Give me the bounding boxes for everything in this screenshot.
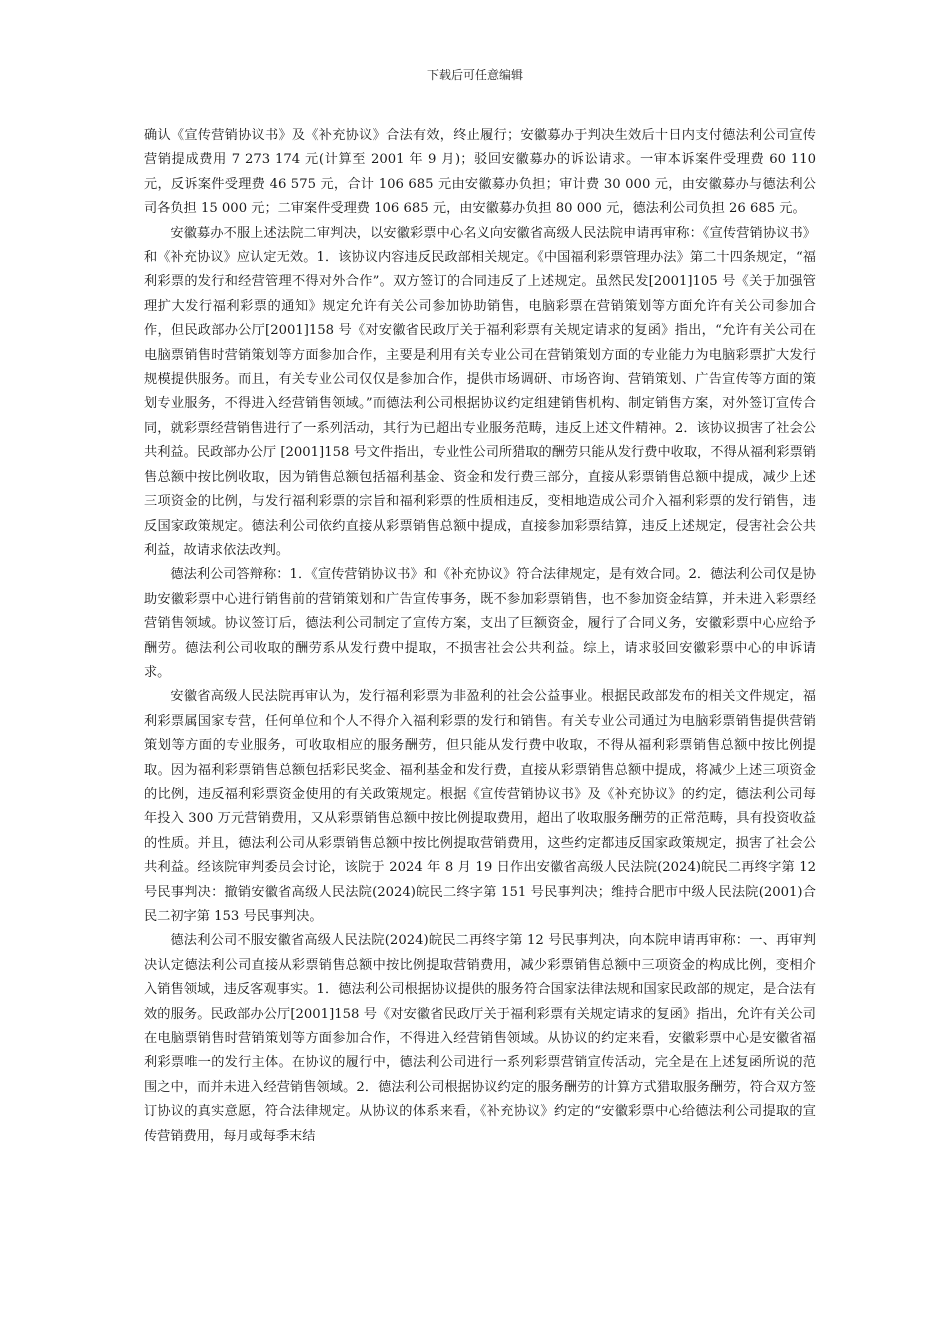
paragraph-1: 确认《宣传营销协议书》及《补充协议》合法有效，终止履行；安徽募办于判决生效后十日内支付德法利公司宣传营销提成费用 7 273 174 元(计算至 2001 年 9 月)；驳回安徽募办的诉讼请求。一审本诉案件受理费 60 110 元，反诉案件受理费 46 575 元，合计 106 685 元由安徽募办负担；审计费 30 000 元，由安徽募办与德法利公司各负担 15 000 元；二审案件受理费 106 685 元，由安徽募办负担 80 000 元，德法利公司负担 26 685 元。 [144, 128, 816, 217]
page-header: 下载后可任意编辑 [426, 68, 523, 82]
paragraph-2: 安徽募办不服上述法院二审判决，以安徽彩票中心名义向安徽省高级人民法院申请再审称：《宣传营销协议书》和《补充协议》应认定无效。1．该协议内容违反民政部相关规定。《中国福利彩票管理办法》第二十四条规定，“福利彩票的发行和经营管理不得对外合作”。双方签订的合同违反了上述规定。虽然民发[2001]105 号《关于加强管理扩大发行福利彩票的通知》规定允许有关公司参加协助销售，电脑彩票在营销策划等方面允许有关公司参加合作，但民政部办公厅[2001]158 号《对安徽省民政厅关于福利彩票有关规定请求的复函》指出，“允许有关公司在电脑票销售时营销策划等方面参加合作，主要是利用有关专业公司在营销策划方面的专业能力为电脑彩票扩大发行规模提供服务。而且，有关专业公司仅仅是参加合作，提供市场调研、市场咨询、营销策划、广告宣传等方面的策划专业服务，不得进入经营销售领域。”而德法利公司根据协议约定组建销售机构、制定销售方案，对外签订宣传合同，就彩票经营销售进行了一系列活动，其行为已超出专业服务范畴，违反上述文件精神。2．该协议损害了社会公共利益。民政部办公厅 [2001]158 号文件指出，专业性公司所猎取的酬劳只能从发行费中收取，不得从福利彩票销售总额中按比例收取，因为销售总额包括福利基金、资金和发行费三部分，直接从彩票销售总额中提成，减少上述三项资金的比例，与发行福利彩票的宗旨和福利彩票的性质相违反，变相地造成公司介入福利彩票的发行销售，违反国家政策规定。德法利公司依约直接从彩票销售总额中提成，直接参加彩票结算，违反上述规定，侵害社会公共利益，故请求依法改判。 [144, 225, 816, 558]
paragraph-4: 安徽省高级人民法院再审认为，发行福利彩票为非盈利的社会公益事业。根据民政部发布的相关文件规定，福利彩票属国家专营，任何单位和个人不得介入福利彩票的发行和销售。有关专业公司通过为电脑彩票销售提供营销策划等方面的专业服务，可收取相应的服务酬劳，但只能从发行费中收取，不得从福利彩票销售总额中按比例提取。因为福利彩票销售总额包括彩民奖金、福利基金和发行费，直接从彩票销售总额中提成，将减少上述三项资金的比例，违反福利彩票资金使用的有关政策规定。根据《宣传营销协议书》及《补充协议》的约定，德法利公司每年投入 300 万元营销费用，又从彩票销售总额中按比例提取费用，超出了收取服务酬劳的正常范畴，具有投资收益的性质。并且，德法利公司从彩票销售总额中按比例提取营销费用，这些约定都违反国家政策规定，损害了社会公共利益。经该院审判委员会讨论，该院于 2024 年 8 月 19 日作出安徽省高级人民法院(2024)皖民二再终字第 12 号民事判决：撤销安徽省高级人民法院(2024)皖民二终字第 151 号民事判决；维持合肥市中级人民法院(2001)合民二初字第 153 号民事判决。 [144, 689, 816, 924]
document-body [144, 124, 816, 1149]
paragraph-3: 德法利公司答辩称：1．《宣传营销协议书》和《补充协议》符合法律规定，是有效合同。2．德法利公司仅是协助安徽彩票中心进行销售前的营销策划和广告宣传事务，既不参加彩票销售，也不参加资金结算，并未进入彩票经营销售领域。协议签订后，德法利公司制定了宣传方案，支出了巨额资金，履行了合同义务，安徽彩票中心应给予酬劳。德法利公司收取的酬劳系从发行费中提取，不损害社会公共利益。综上，请求驳回安徽彩票中心的申诉请求。 [144, 567, 816, 680]
paragraph-5: 德法利公司不服安徽省高级人民法院(2024)皖民二再终字第 12 号民事判决，向本院申请再审称：一、再审判决认定德法利公司直接从彩票销售总额中按比例提取营销费用，减少彩票销售总额中三项资金的构成比例，变相介入销售领域，违反客观事实。1．德法利公司根据协议提供的服务符合国家法律法规和国家民政部的规定，是合法有效的服务。民政部办公厅[2001]158 号《对安徽省民政厅关于福利彩票有关规定请求的复函》指出，允许有关公司在电脑票销售时营销策划等方面参加合作，不得进入经营销售领域。从协议的约定来看，安徽彩票中心是安徽省福利彩票唯一的发行主体。在协议的履行中，德法利公司进行一系列彩票营销宣传活动，完全是在上述复函所说的范围之中，而并未进入经营销售领域。2．德法利公司根据协议约定的服务酬劳的计算方式猎取服务酬劳，符合双方签订协议的真实意愿，符合法律规定。从协议的体系来看，《补充协议》约定的“安徽彩票中心给德法利公司提取的宣传营销费用，每月或每季末结 [144, 933, 816, 1144]
